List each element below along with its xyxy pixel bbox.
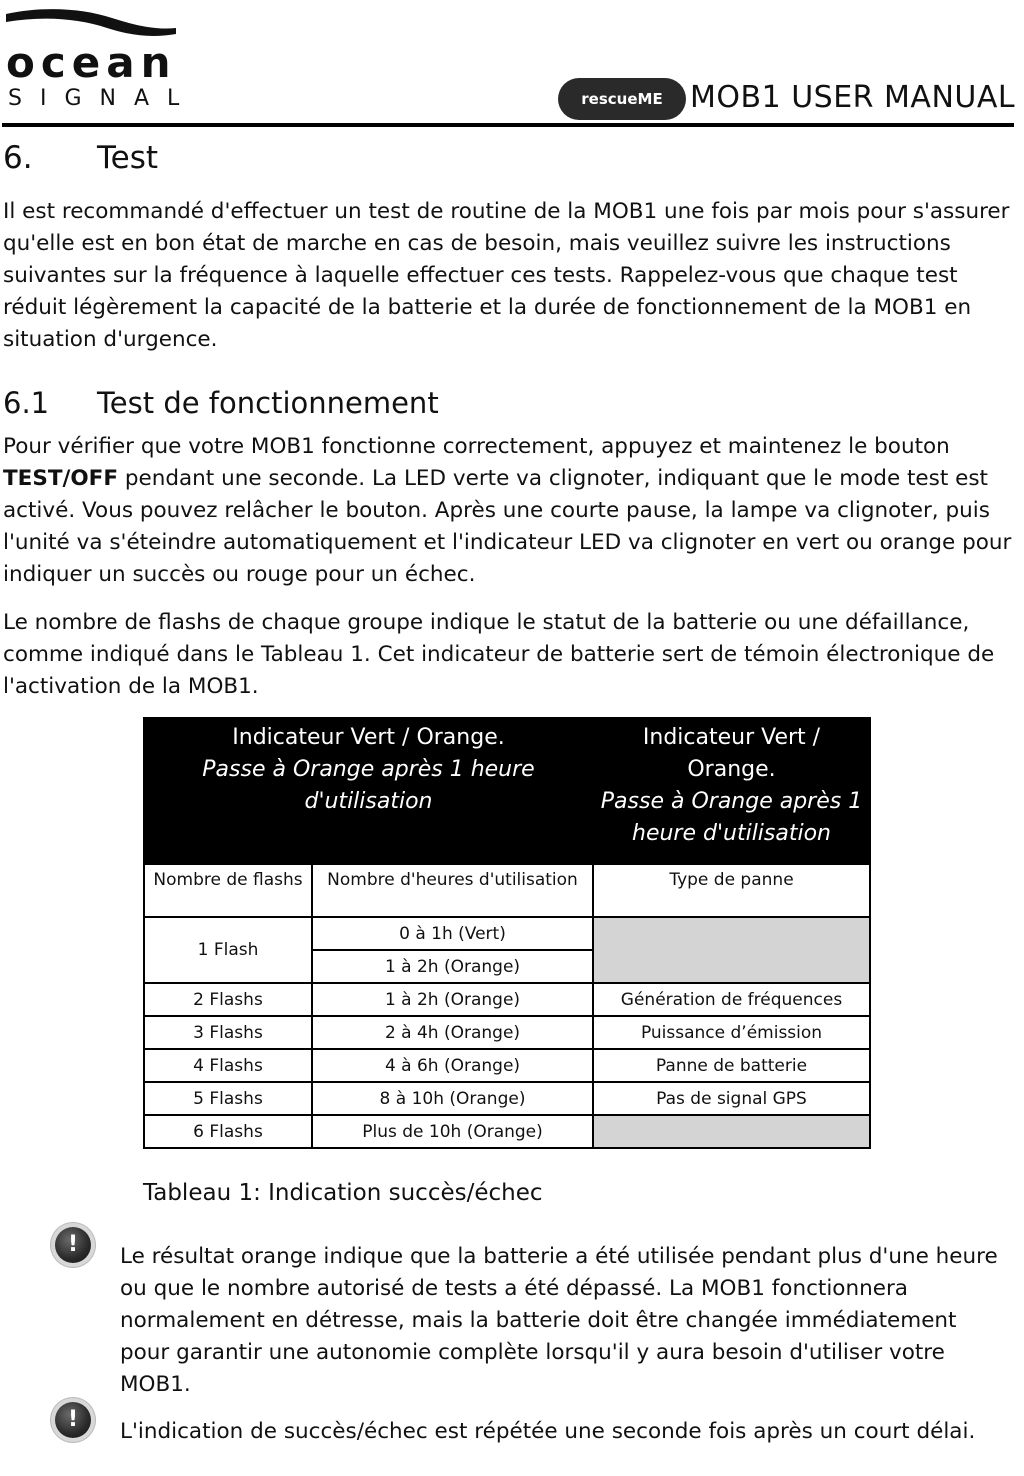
fault-cell: Génération de fréquences bbox=[593, 983, 870, 1016]
section-number: 6. bbox=[3, 140, 33, 176]
subsection-heading bbox=[3, 384, 439, 422]
fault-cell-empty bbox=[593, 1115, 870, 1148]
rescueme-badge: rescueME bbox=[558, 78, 686, 120]
note-repeat-indication: L'indication de succès/échec est répétée une seconde fois après un court délai. bbox=[120, 1419, 976, 1444]
column-header-fault: Type de panne bbox=[593, 864, 870, 917]
table-row bbox=[144, 1115, 870, 1148]
fault-cell: Puissance d’émission bbox=[593, 1016, 870, 1049]
logo-word: ocean bbox=[6, 38, 177, 87]
hours-cell: 1 à 2h (Orange) bbox=[312, 983, 593, 1016]
instructions-text-start: Pour vérifier que votre MOB1 fonctionne correctement, appuyez et maintenez le bouton bbox=[3, 434, 950, 459]
indication-table bbox=[143, 717, 871, 1149]
table-caption: Tableau 1: Indication succès/échec bbox=[143, 1180, 543, 1206]
section-heading bbox=[3, 138, 158, 178]
header-rule bbox=[2, 123, 1014, 127]
fault-cell: Pas de signal GPS bbox=[593, 1082, 870, 1115]
row1-hours-green: 0 à 1h (Vert) bbox=[312, 917, 593, 950]
flashes-cell: 6 Flashs bbox=[144, 1115, 312, 1148]
warning-icon: ! bbox=[55, 1227, 91, 1263]
section-intro: Il est recommandé d'effectuer un test de routine de la MOB1 une fois par mois pour s'assurer qu'elle est en bon état de marche en cas de besoin, mais veuillez suivre les instructions suivantes sur la fréquence à laquelle effectuer ces tests. Rappelez-vous que chaque test réduit légèrement la capacité de la batterie et la durée de fonctionnement de la MOB1 en situation d'urgence. bbox=[3, 199, 1010, 352]
fault-cell: Panne de batterie bbox=[593, 1049, 870, 1082]
test-instructions bbox=[3, 431, 1015, 591]
ocean-signal-logo bbox=[2, 4, 198, 112]
warning-icon: ! bbox=[55, 1402, 91, 1438]
note-orange-result: Le résultat orange indique que la batterie a été utilisée pendant plus d'une heure ou que le nombre autorisé de tests a été dépassé. La MOB1 fonctionnera normalement en détresse, mais la batterie doit être changée immédiatement pour garantir une autonomie complète lorsqu'il y aura besoin d'utiliser votre MOB1. bbox=[120, 1244, 998, 1397]
flash-count-paragraph: Le nombre de flashs de chaque groupe indique le statut de la batterie ou une défaillance, comme indiqué dans le Tableau 1. Cet indicateur de batterie sert de témoin électronique de l'activation de la MOB1. bbox=[3, 610, 995, 699]
row1-flashes: 1 Flash bbox=[144, 917, 312, 983]
table-header-left bbox=[144, 718, 593, 864]
row1-fault-empty bbox=[593, 917, 870, 983]
hours-cell: Plus de 10h (Orange) bbox=[312, 1115, 593, 1148]
column-header-hours: Nombre d'heures d'utilisation bbox=[312, 864, 593, 917]
subsection-title: Test de fonctionnement bbox=[97, 386, 439, 420]
column-header-flashes: Nombre de flashs bbox=[144, 864, 312, 917]
manual-title: MOB1 USER MANUAL bbox=[690, 80, 1016, 115]
header-left-line2: Passe à Orange après 1 heure d'utilisation bbox=[202, 757, 535, 814]
flashes-cell: 4 Flashs bbox=[144, 1049, 312, 1082]
section-title: Test bbox=[97, 140, 159, 176]
header-right-line1: Indicateur Vert / Orange. bbox=[642, 725, 821, 782]
table-row bbox=[144, 983, 870, 1016]
row1-hours-orange: 1 à 2h (Orange) bbox=[312, 950, 593, 983]
instructions-text-end: pendant une seconde. La LED verte va clignoter, indiquant que le mode test est activé. Vous pouvez relâcher le bouton. Après une courte pause, la lampe va clignoter, puis l'unité va s'éteindre automatiquement et l'indicateur LED va clignoter en vert ou orange pour indiquer un succès ou rouge pour un échec. bbox=[3, 466, 1012, 587]
hours-cell: 4 à 6h (Orange) bbox=[312, 1049, 593, 1082]
table-row bbox=[144, 1082, 870, 1115]
hours-cell: 2 à 4h (Orange) bbox=[312, 1016, 593, 1049]
hours-cell: 8 à 10h (Orange) bbox=[312, 1082, 593, 1115]
flashes-cell: 5 Flashs bbox=[144, 1082, 312, 1115]
table-row bbox=[144, 1049, 870, 1082]
header-right-line2: Passe à Orange après 1 heure d'utilisation bbox=[600, 789, 863, 846]
subsection-number: 6.1 bbox=[3, 386, 50, 420]
flashes-cell: 2 Flashs bbox=[144, 983, 312, 1016]
table-header-right bbox=[593, 718, 870, 864]
header-left-line1: Indicateur Vert / Orange. bbox=[232, 725, 505, 750]
test-off-button-label: TEST/OFF bbox=[3, 466, 119, 491]
table-row bbox=[144, 1016, 870, 1049]
flashes-cell: 3 Flashs bbox=[144, 1016, 312, 1049]
logo-subtitle: SIGNAL bbox=[8, 86, 198, 111]
